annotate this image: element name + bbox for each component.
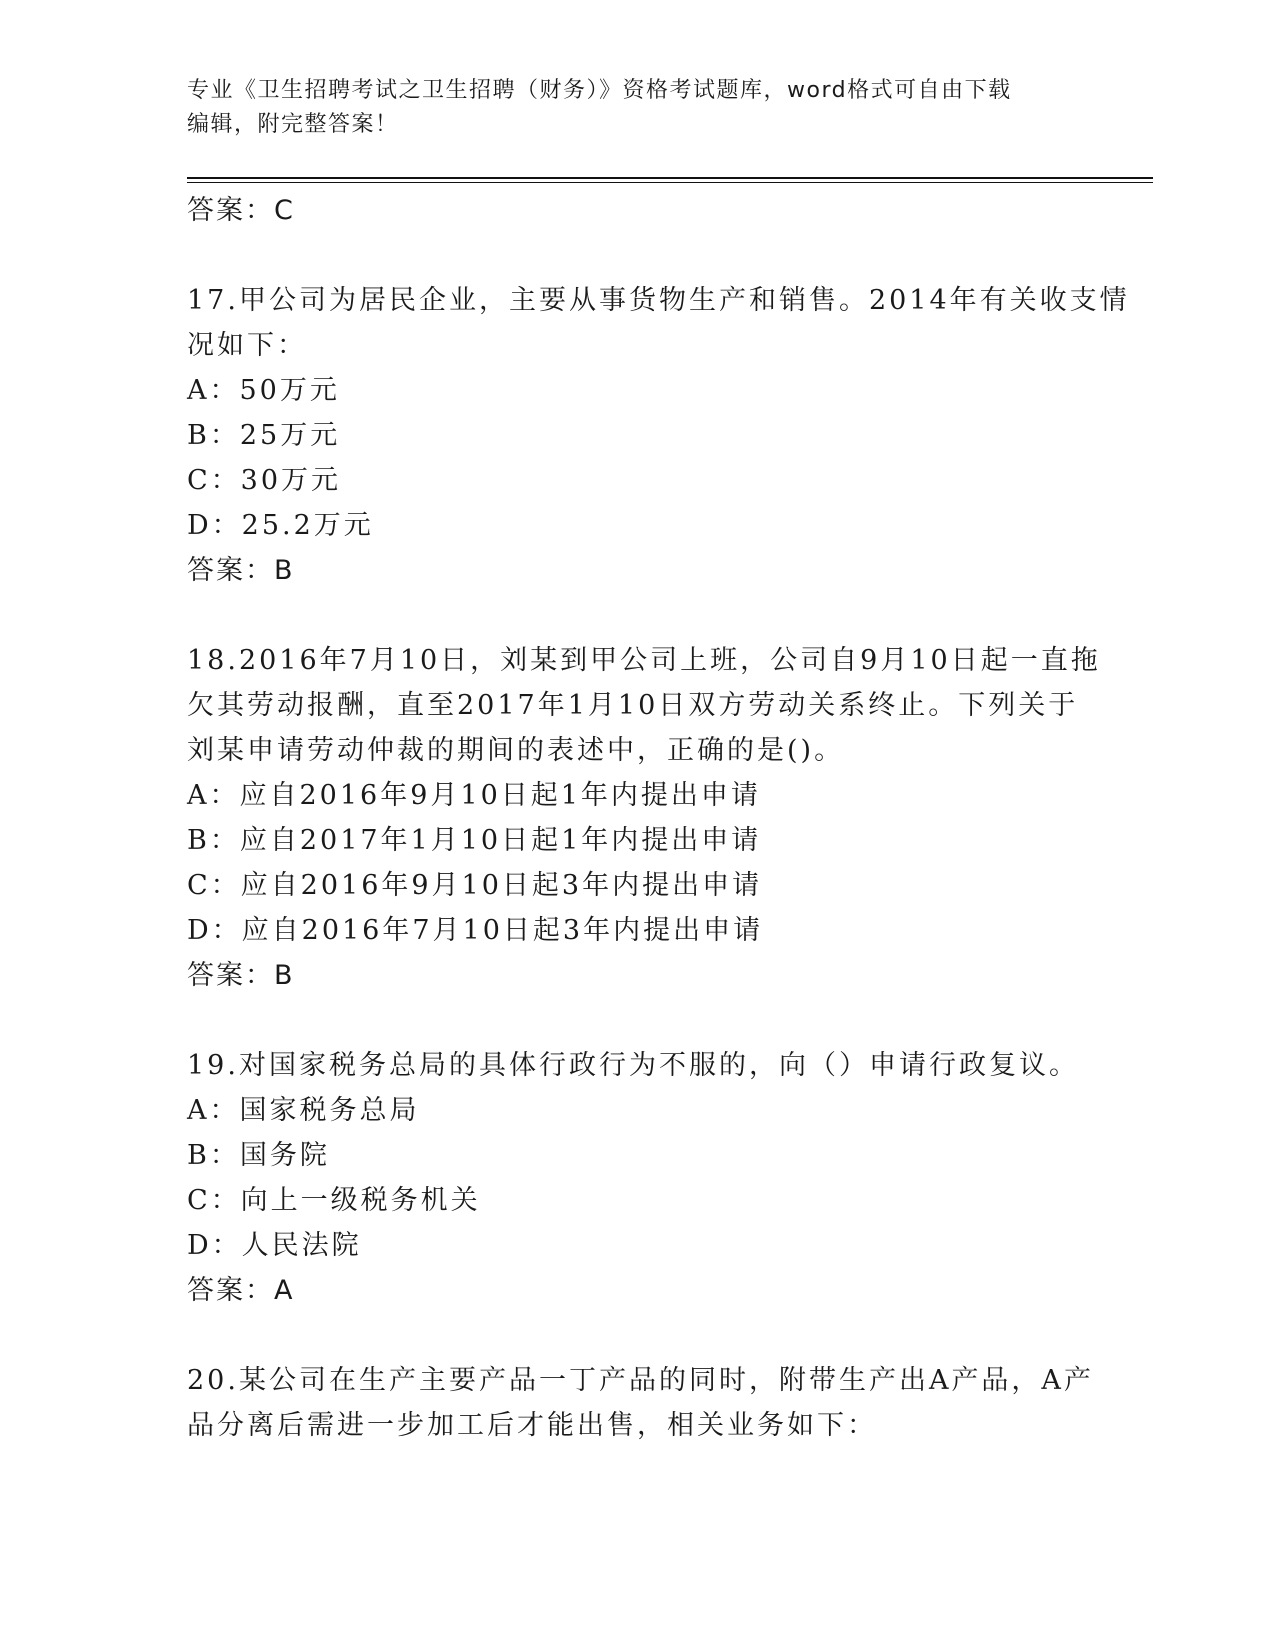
spacer	[187, 593, 1087, 638]
question-text-line: 欠其劳动报酬，直至2017年1月10日双方劳动关系终止。下列关于	[187, 690, 1079, 721]
spacer	[187, 1313, 1087, 1358]
header-rule-thin	[187, 182, 1153, 183]
question-text-line: 况如下：	[187, 330, 307, 361]
question-text-line: 17.甲公司为居民企业，主要从事货物生产和销售。2014年有关收支情	[187, 285, 1130, 316]
question-19	[187, 1043, 1087, 1313]
option-a: A：国家税务总局	[187, 1095, 420, 1126]
spacer	[187, 233, 1087, 278]
option-c: C：30万元	[187, 465, 342, 496]
option-a: A：应自2016年9月10日起1年内提出申请	[187, 780, 761, 811]
document-header	[187, 74, 1087, 142]
question-18	[187, 638, 1101, 998]
option-c: C：应自2016年9月10日起3年内提出申请	[187, 870, 763, 901]
option-b: B：国务院	[187, 1140, 330, 1171]
header-line-1: 专业《卫生招聘考试之卫生招聘（财务）》资格考试题库，word格式可自由下载	[187, 78, 1012, 103]
option-c: C：向上一级税务机关	[187, 1185, 481, 1216]
previous-answer: 答案：C	[187, 195, 295, 226]
question-text-line: 20.某公司在生产主要产品一丁产品的同时，附带生产出A产品，A产	[187, 1365, 1094, 1396]
question-text-line: 18.2016年7月10日，刘某到甲公司上班，公司自9月10日起一直拖	[187, 645, 1101, 676]
answer-line: 答案：B	[187, 960, 295, 991]
question-20	[187, 1358, 1094, 1448]
question-text-line: 刘某申请劳动仲裁的期间的表述中，正确的是()。	[187, 735, 845, 766]
option-d: D：25.2万元	[187, 510, 374, 541]
header-line-2: 编辑，附完整答案！	[187, 112, 399, 137]
header-rule-thick	[187, 177, 1153, 179]
spacer	[187, 998, 1087, 1043]
option-b: B：25万元	[187, 420, 341, 451]
question-list	[187, 188, 1130, 1448]
option-b: B：应自2017年1月10日起1年内提出申请	[187, 825, 762, 856]
question-text-line: 19.对国家税务总局的具体行政行为不服的，向（）申请行政复议。	[187, 1050, 1079, 1081]
option-d: D：人民法院	[187, 1230, 362, 1261]
question-text-line: 品分离后需进一步加工后才能出售，相关业务如下：	[187, 1410, 877, 1441]
question-17	[187, 278, 1130, 593]
option-a: A：50万元	[187, 375, 340, 406]
option-d: D：应自2016年7月10日起3年内提出申请	[187, 915, 764, 946]
answer-line: 答案：A	[187, 1275, 295, 1306]
answer-line: 答案：B	[187, 555, 295, 586]
